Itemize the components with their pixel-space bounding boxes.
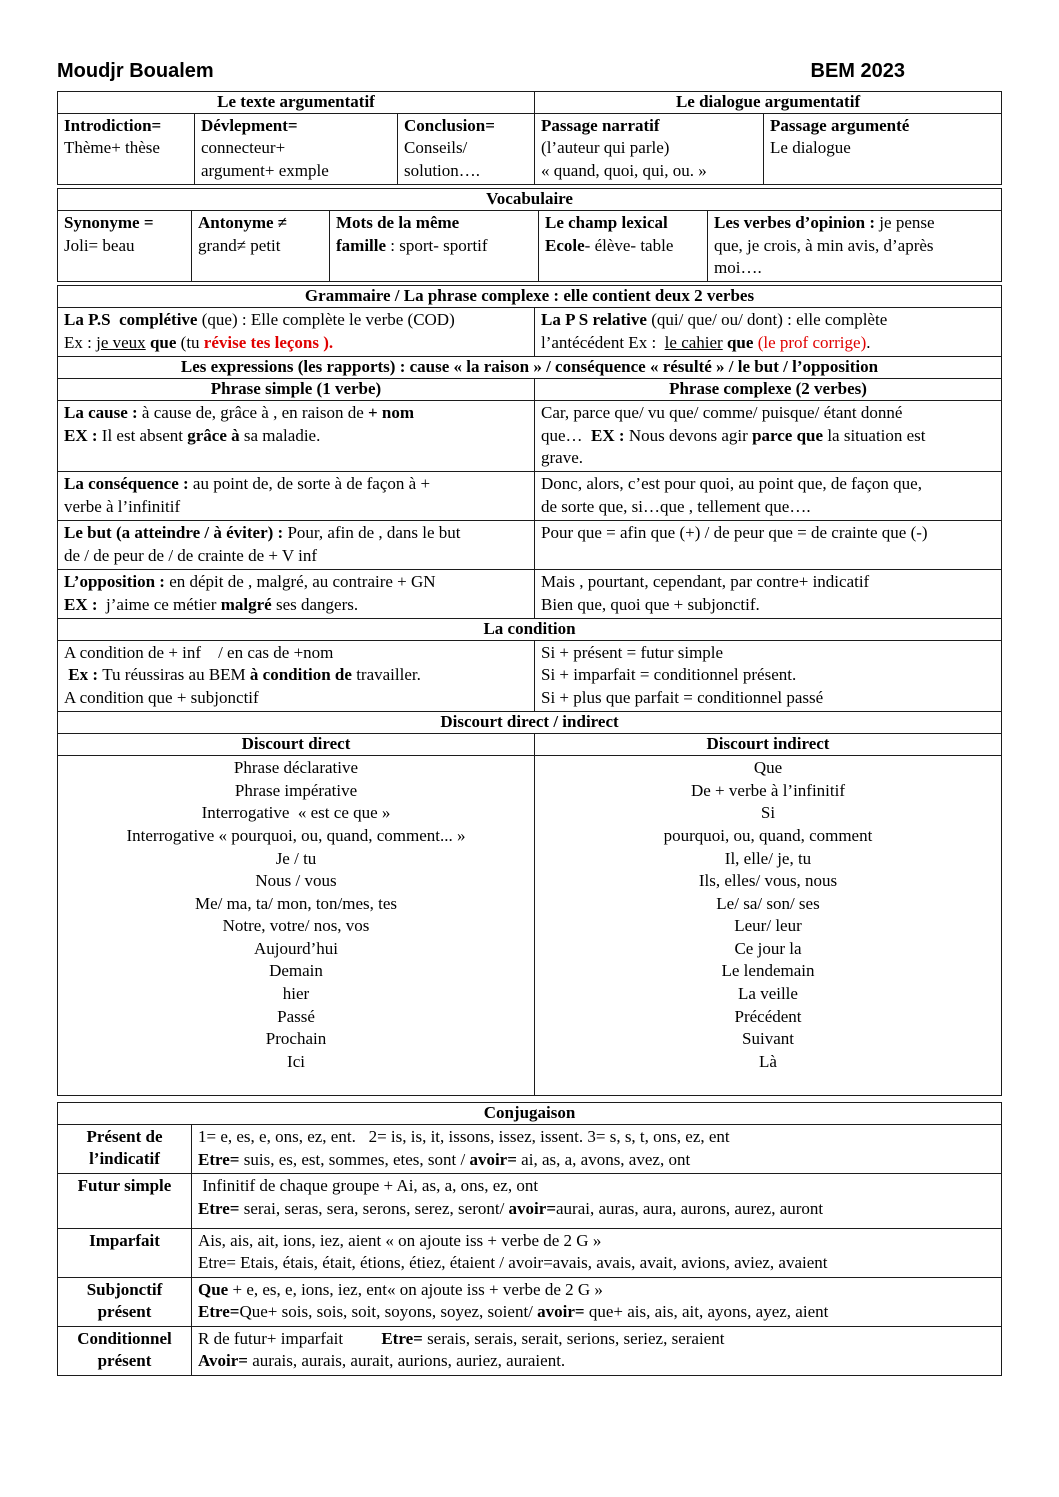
cell-consequence-complexe: Donc, alors, c’est pour quoi, au point que, de façon que, de sorte que, si…que , tellement que….: [535, 472, 1002, 521]
condition-content-row: [58, 640, 1002, 711]
cell-present-indicatif: 1= e, es, e, ons, ez, ent. 2= is, is, it, issons, issez, issent. 3= s, s, t, ons, ez, ent Etre= suis, es, est, sommes, etes, sont / avoir= ai, as, a, avons, avez, ont: [192, 1125, 1002, 1174]
cell-opposition-simple: L’opposition : en dépit de , malgré, au contraire + GN EX : j’aime ce métier malgré ses dangers.: [58, 570, 535, 619]
grammaire-content-row: [58, 308, 1002, 357]
condition-header-row: [58, 618, 1002, 640]
document-header: [57, 60, 1001, 83]
table-argumentatif: [57, 91, 1002, 185]
header-phrase-complexe: Phrase complexe (2 verbes): [535, 379, 1002, 401]
header-discours-direct: Discourt direct: [58, 734, 535, 756]
label-present-indicatif: Présent de l’indicatif: [58, 1125, 192, 1174]
row-conditionnel-present: [58, 1326, 1002, 1375]
vocabulaire-header-row: [58, 189, 1002, 211]
cell-subjonctif-present: Que + e, es, e, ions, iez, ent« on ajoute iss + verbe de 2 G » Etre=Que+ sois, sois, soit, soyons, soyez, soient/ avoir= que+ ais, ais, ait, ayons, ayez, aient: [192, 1277, 1002, 1326]
cell-conclusion: Conclusion= Conseils/ solution….: [398, 114, 535, 185]
vocabulaire-content-row: [58, 211, 1002, 282]
row-imparfait: [58, 1229, 1002, 1278]
cell-but-complexe: Pour que = afin que (+) / de peur que = de crainte que (-): [535, 521, 1002, 570]
header-discours-indirect: Discourt indirect: [535, 734, 1002, 756]
label-futur-simple: Futur simple: [58, 1174, 192, 1229]
cell-passage-narratif: Passage narratif (l’auteur qui parle) « quand, quoi, qui, ou. »: [535, 114, 764, 185]
list-discours-direct: Phrase déclarative Phrase impérative Interrogative « est ce que » Interrogative « pourquoi, ou, quand, comment... » Je / tu Nous / vous Me/ ma, ta/ mon, ton/mes, tes Notre, votre/ nos, vos Aujourd’hui Demain hier Passé Prochain Ici: [58, 756, 535, 1096]
table-grammaire: [57, 285, 1002, 1096]
cell-condition-simple: A condition de + inf / en cas de +nom Ex : Tu réussiras au BEM à condition de travailler. A condition que + subjonctif: [58, 640, 535, 711]
cell-conditionnel-present: R de futur+ imparfait Etre= serais, serais, serait, serions, seriez, seraient Avoir= aurais, aurais, aurait, aurions, auriez, auraient.: [192, 1326, 1002, 1375]
table-vocabulaire: [57, 188, 1002, 282]
header-expressions: Les expressions (les rapports) : cause « la raison » / conséquence « résulté » / le but / l’opposition: [58, 357, 1002, 379]
cell-introduction: Introdiction= Thème+ thèse: [58, 114, 195, 185]
author-name: Moudjr Boualem: [57, 60, 214, 82]
exam-title: BEM 2023: [810, 60, 905, 82]
row-subjonctif-present: [58, 1277, 1002, 1326]
row-futur-simple: [58, 1174, 1002, 1229]
discours-lists-row: [58, 756, 1002, 1096]
cell-verbes-opinion: Les verbes d’opinion : je pense que, je crois, à min avis, d’après moi….: [708, 211, 1002, 282]
cell-passage-argumente: Passage argumenté Le dialogue: [764, 114, 1002, 185]
cell-champ-lexical: Le champ lexical Ecole- élève- table: [539, 211, 708, 282]
cell-cause-complexe: Car, parce que/ vu que/ comme/ puisque/ étant donné que… EX : Nous devons agir parce que la situation est grave.: [535, 401, 1002, 472]
header-conjugaison: Conjugaison: [58, 1103, 1002, 1125]
cell-condition-complexe: Si + présent = futur simple Si + imparfait = conditionnel présent. Si + plus que parfait = conditionnel passé: [535, 640, 1002, 711]
cell-mots-meme-famille: Mots de la même famille : sport- sportif: [330, 211, 539, 282]
cell-developpement: Dévlepment= connecteur+ argument+ exmple: [195, 114, 398, 185]
cell-opposition-complexe: Mais , pourtant, cependant, par contre+ indicatif Bien que, quoi que + subjonctif.: [535, 570, 1002, 619]
cell-antonyme: Antonyme ≠ grand≠ petit: [192, 211, 330, 282]
header-dialogue-argumentatif: Le dialogue argumentatif: [535, 92, 1002, 114]
phrase-headers-row: [58, 379, 1002, 401]
header-condition: La condition: [58, 618, 1002, 640]
cell-consequence-simple: La conséquence : au point de, de sorte à de façon à + verbe à l’infinitif: [58, 472, 535, 521]
argumentatif-header-row: [58, 92, 1002, 114]
row-opposition: [58, 570, 1002, 619]
cell-imparfait: Ais, ais, ait, ions, iez, aient « on ajoute iss + verbe de 2 G » Etre= Etais, étais, était, étions, étiez, étaient / avoir=avais, avais, avait, avions, aviez, avaient: [192, 1229, 1002, 1278]
grammaire-header-row: [58, 286, 1002, 308]
row-consequence: [58, 472, 1002, 521]
header-grammaire: Grammaire / La phrase complexe : elle contient deux 2 verbes: [58, 286, 1002, 308]
cell-but-simple: Le but (a atteindre / à éviter) : Pour, afin de , dans le but de / de peur de / de crainte de + V inf: [58, 521, 535, 570]
argumentatif-content-row: [58, 114, 1002, 185]
cell-synonyme: Synonyme = Joli= beau: [58, 211, 192, 282]
header-phrase-simple: Phrase simple (1 verbe): [58, 379, 535, 401]
table-conjugaison: [57, 1102, 1002, 1375]
discours-subheaders-row: [58, 734, 1002, 756]
discours-header-row: [58, 712, 1002, 734]
cell-ps-relative: La P S relative (qui/ que/ ou/ dont) : elle complète l’antécédent Ex : le cahier que (le prof corrige).: [535, 308, 1002, 357]
cell-futur-simple: Infinitif de chaque groupe + Ai, as, a, ons, ez, ont Etre= serai, seras, sera, serons, serez, seront/ avoir=aurai, auras, aura, aurons, aurez, auront: [192, 1174, 1002, 1229]
list-discours-indirect: Que De + verbe à l’infinitif Si pourquoi, ou, quand, comment Il, elle/ je, tu Ils, elles/ vous, nous Le/ sa/ son/ ses Leur/ leur Ce jour la Le lendemain La veille Précédent Suivant Là: [535, 756, 1002, 1096]
label-conditionnel-present: Conditionnel présent: [58, 1326, 192, 1375]
expressions-header-row: [58, 357, 1002, 379]
row-present-indicatif: [58, 1125, 1002, 1174]
row-but: [58, 521, 1002, 570]
header-vocabulaire: Vocabulaire: [58, 189, 1002, 211]
label-subjonctif-present: Subjonctif présent: [58, 1277, 192, 1326]
label-imparfait: Imparfait: [58, 1229, 192, 1278]
conjugaison-header-row: [58, 1103, 1002, 1125]
cell-cause-simple: La cause : à cause de, grâce à , en raison de + nom EX : Il est absent grâce à sa maladie.: [58, 401, 535, 472]
cell-ps-completive: La P.S complétive (que) : Elle complète le verbe (COD) Ex : je veux que (tu révise tes leçons ).: [58, 308, 535, 357]
header-texte-argumentatif: Le texte argumentatif: [58, 92, 535, 114]
header-discours: Discourt direct / indirect: [58, 712, 1002, 734]
row-cause: [58, 401, 1002, 472]
